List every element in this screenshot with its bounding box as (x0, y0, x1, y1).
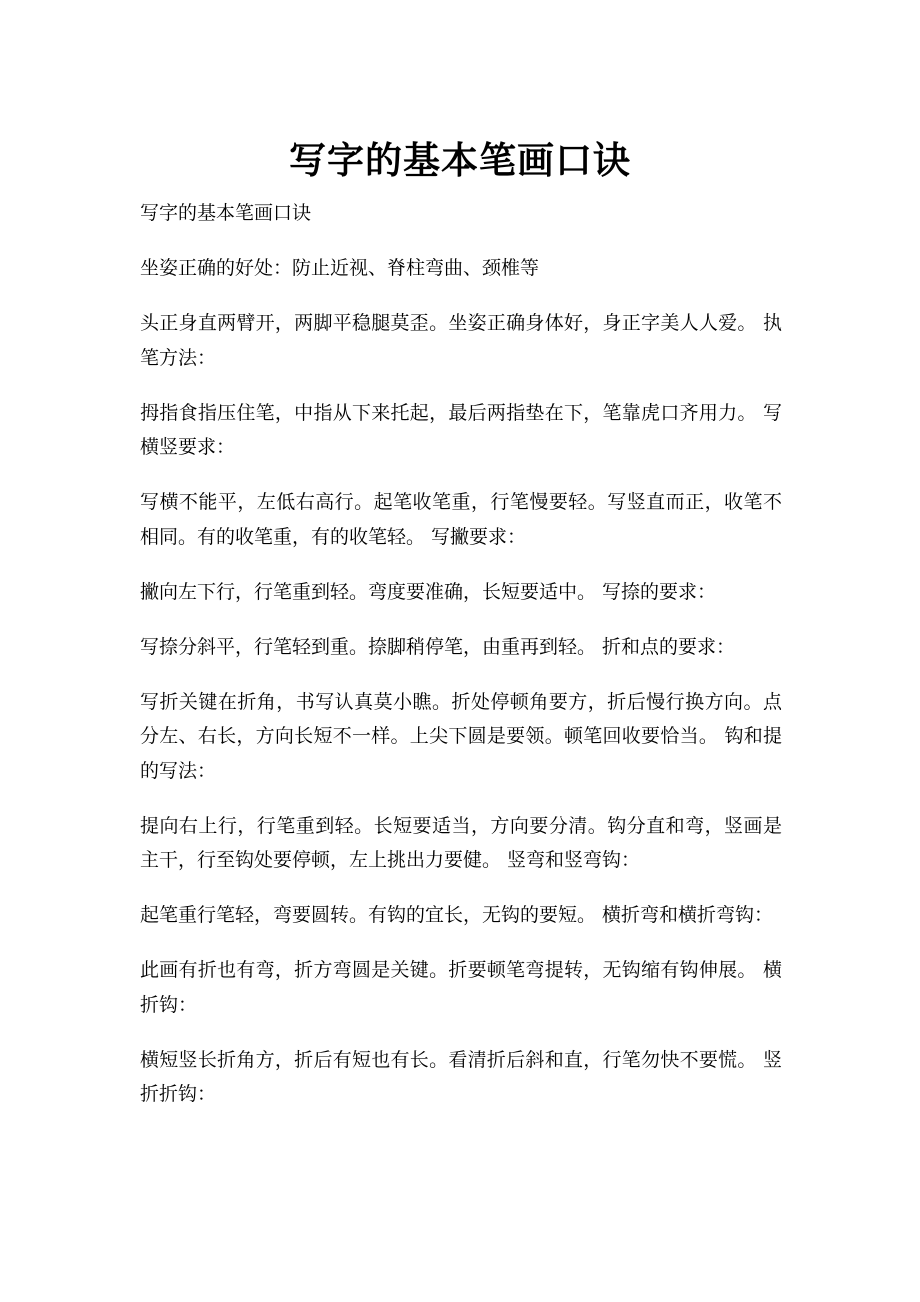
paragraph-horizontal-vertical: 写横不能平，左低右高行。起笔收笔重，行笔慢要轻。写竖直而正，收笔不相同。有的收笔重，有的收笔轻。 写撇要求： (140, 491, 782, 548)
paragraph-horizontal-turn-bend: 此画有折也有弯，折方弯圆是关键。折要顿笔弯提转，无钩缩有钩伸展。 横折钩： (140, 959, 782, 1016)
paragraph-posture-benefits: 坐姿正确的好处：防止近视、脊柱弯曲、颈椎等 (140, 257, 540, 279)
paragraph-turn-and-dot: 写折关键在折角，书写认真莫小瞧。折处停顿角要方，折后慢行换方向。点分左、右长，方向长短不一样。上尖下圆是要领。顿笔回收要恰当。 钩和提的写法： (140, 690, 782, 782)
paragraph-posture-rhyme: 头正身直两臂开，两脚平稳腿莫歪。坐姿正确身体好，身正字美人人爱。 执笔方法： (140, 312, 782, 369)
paragraph-horizontal-turn-hook: 横短竖长折角方，折后有短也有长。看清折后斜和直，行笔勿快不要慌。 竖折折钩： (140, 1048, 782, 1105)
paragraph-right-falling: 写捺分斜平，行笔轻到重。捺脚稍停笔，由重再到轻。 折和点的要求： (140, 635, 736, 658)
paragraph-pen-holding: 拇指食指压住笔，中指从下来托起，最后两指垫在下，笔靠虎口齐用力。 写横竖要求： (140, 401, 782, 458)
page-title: 写字的基本笔画口诀 (289, 137, 631, 182)
paragraph-vertical-bend: 起笔重行笔轻，弯要圆转。有钩的宜长，无钩的要短。 横折弯和横折弯钩： (140, 904, 774, 926)
paragraph-subtitle: 写字的基本笔画口诀 (140, 202, 312, 224)
paragraph-rise-and-hook: 提向右上行，行笔重到轻。长短要适当，方向要分清。钩分直和弯，竖画是主干，行至钩处要停顿，左上挑出力要健。 竖弯和竖弯钩： (140, 814, 782, 871)
document-body (140, 196, 782, 1132)
paragraph-left-falling: 撇向左下行，行笔重到轻。弯度要准确，长短要适中。 写捺的要求： (140, 580, 717, 603)
